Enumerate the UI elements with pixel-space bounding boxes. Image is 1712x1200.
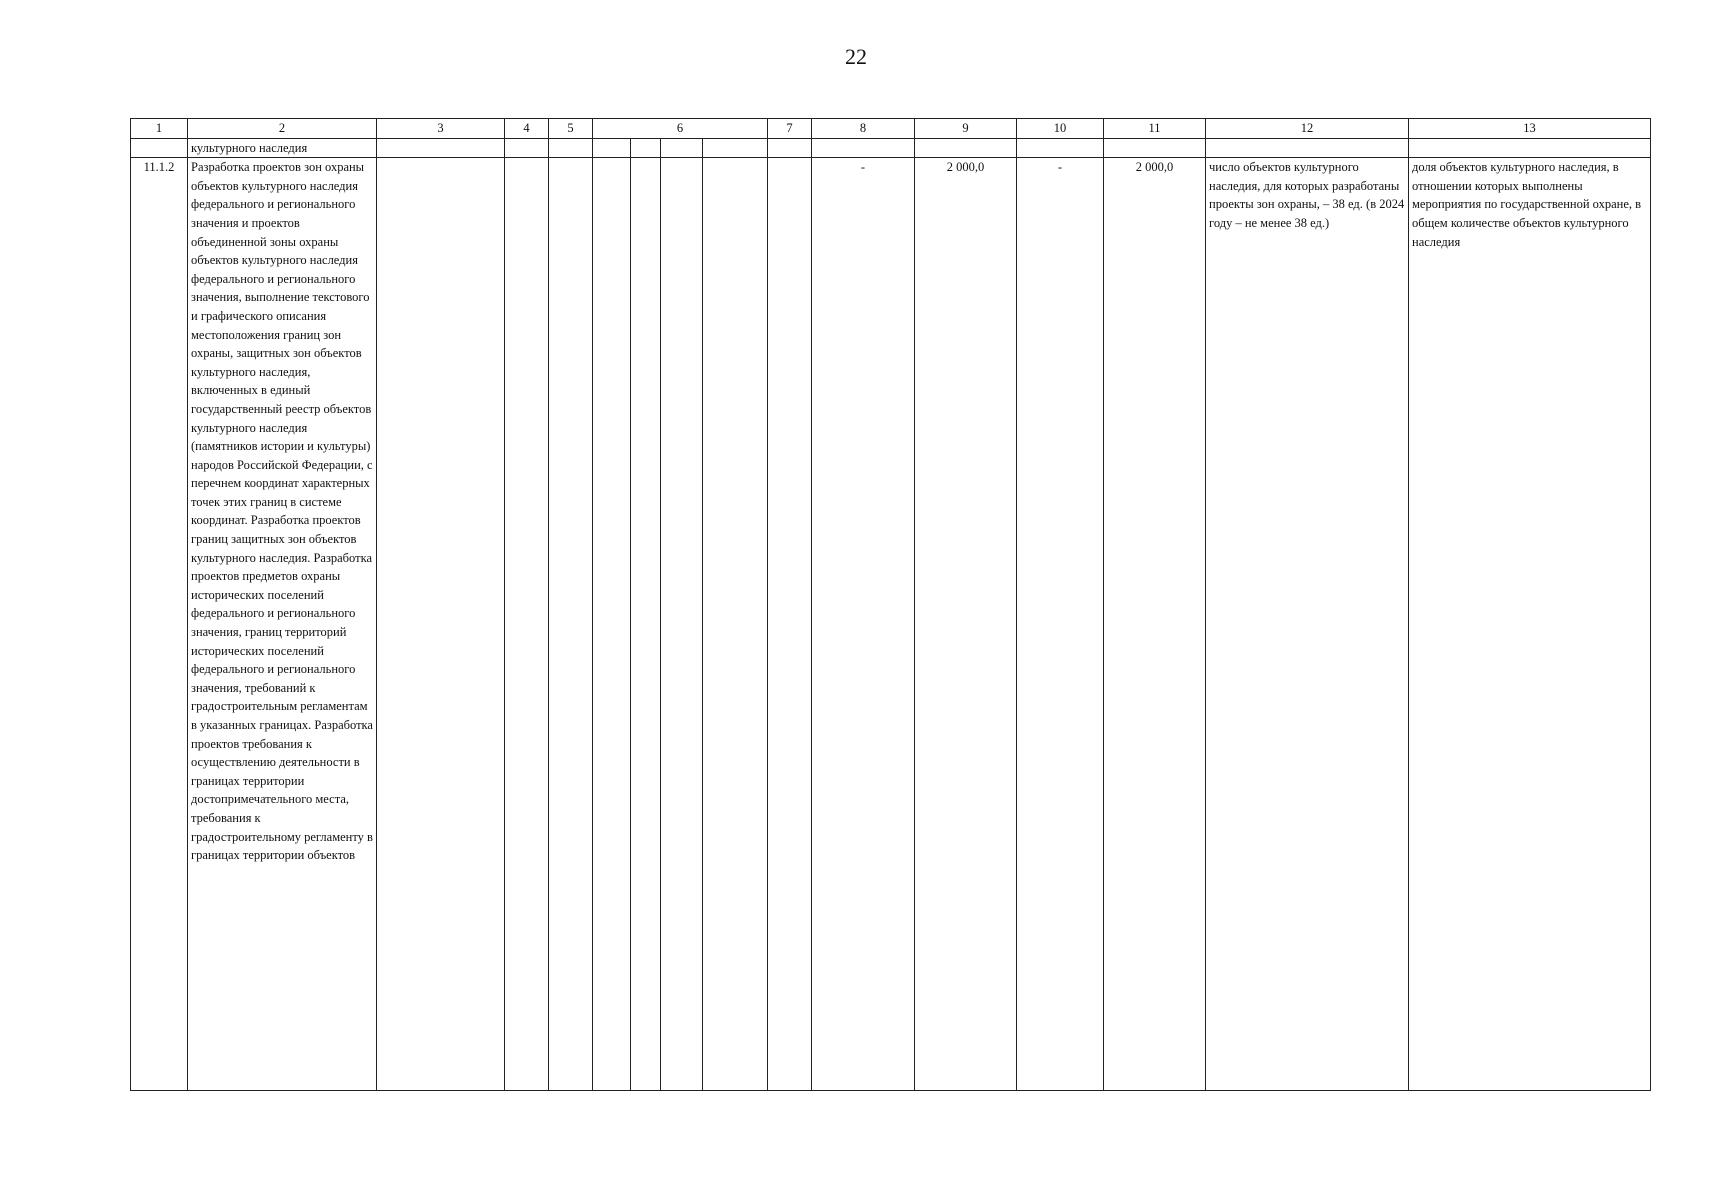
cell-empty: [1206, 138, 1409, 158]
row-col-8-value: -: [812, 158, 915, 1091]
header-col-1: 1: [131, 119, 188, 139]
header-col-8: 8: [812, 119, 915, 139]
row-col-9-value: 2 000,0: [915, 158, 1017, 1091]
header-col-3: 3: [377, 119, 505, 139]
cell-empty: [631, 138, 661, 158]
continuation-row: [131, 138, 1651, 158]
program-table: [130, 118, 1651, 1091]
header-col-7: 7: [768, 119, 812, 139]
row-target-indicator: доля объектов культурного наследия, в отношении которых выполнены мероприятия по государственной охране, в общем количестве объектов культурного наследия: [1409, 158, 1651, 1091]
cell-empty: [1104, 138, 1206, 158]
cell-empty: [593, 138, 631, 158]
cell-empty: [593, 158, 631, 1091]
header-col-13: 13: [1409, 119, 1651, 139]
cell-empty: [812, 138, 915, 158]
header-col-2: 2: [188, 119, 377, 139]
cell-empty: [505, 158, 549, 1091]
header-col-6: 6: [593, 119, 768, 139]
row-description: Разработка проектов зон охраны объектов культурного наследия федерального и регионального значения и проектов объединенной зоны охраны объектов культурного наследия федерального и регионального значения, выполнение текстового и графического описания местоположения границ зон охраны, защитных зон объектов культурного наследия, включенных в единый государственный реестр объектов культурного наследия (памятников истории и культуры) народов Российской Федерации, с перечнем координат характерных точек этих границ в системе координат. Разработка проектов границ защитных зон объектов культурного наследия. Разработка проектов предметов охраны исторических поселений федерального и регионального значения, границ территорий исторических поселений федерального и регионального значения, требований к градостроительным регламентам в указанных границах. Разработка проектов требования к осуществлению деятельности в границах территории достопримечательного места, требования к градостроительному регламенту в границах территории объектов: [188, 158, 377, 1091]
row-col-11-value: 2 000,0: [1104, 158, 1206, 1091]
page-number: 22: [845, 44, 867, 69]
cell-empty: [661, 138, 703, 158]
cell-empty: [549, 158, 593, 1091]
continuation-text: культурного наследия: [188, 138, 377, 158]
cell-empty: [631, 158, 661, 1091]
cell-empty: [661, 158, 703, 1091]
row-id: 11.1.2: [131, 158, 188, 1091]
header-col-4: 4: [505, 119, 549, 139]
column-number-row: [131, 119, 1651, 139]
row-col-10-value: -: [1017, 158, 1104, 1091]
cell-empty: [549, 138, 593, 158]
cell-empty: [703, 158, 768, 1091]
cell-empty: [768, 158, 812, 1091]
cell-empty: [915, 138, 1017, 158]
row-result-indicator: число объектов культурного наследия, для которых разработаны проекты зон охраны, – 38 ед. (в 2024 году – не менее 38 ед.): [1206, 158, 1409, 1091]
cell-empty: [377, 158, 505, 1091]
header-col-12: 12: [1206, 119, 1409, 139]
cell-empty: [1017, 138, 1104, 158]
cell-empty: [131, 138, 188, 158]
header-col-11: 11: [1104, 119, 1206, 139]
table-row: [131, 158, 1651, 1091]
header-col-5: 5: [549, 119, 593, 139]
cell-empty: [768, 138, 812, 158]
cell-empty: [377, 138, 505, 158]
cell-empty: [703, 138, 768, 158]
header-col-10: 10: [1017, 119, 1104, 139]
cell-empty: [505, 138, 549, 158]
cell-empty: [1409, 138, 1651, 158]
header-col-9: 9: [915, 119, 1017, 139]
